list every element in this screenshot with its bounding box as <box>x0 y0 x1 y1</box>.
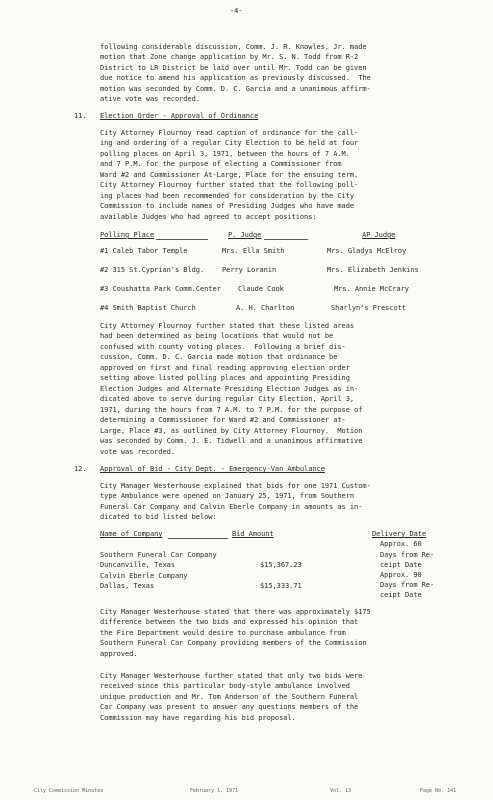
table-header: P. Judge <box>228 231 262 239</box>
text-line: ing places had been recommended for consideration by the City <box>100 192 355 200</box>
footer-text: Page No. 141 <box>420 788 457 794</box>
section-title: Approval of Bid - City Dept. - Emergency-Van Ambulance <box>100 465 325 473</box>
text-line: motion was seconded by Comm. D. C. Garcia and a unanimous affirm- <box>100 85 371 93</box>
section-number: 12. <box>74 465 87 473</box>
text-line: unique production and Mr. Tom Anderson of the Southern Funeral <box>100 693 359 701</box>
text-line: District to LR District be laid over until Mr. Todd can be given <box>100 64 367 72</box>
header-rule <box>264 239 308 240</box>
text-line: 1971, during the hours from 7 A.M. to 7 P.M. for the purpose of <box>100 406 363 414</box>
header-rule <box>168 538 228 539</box>
table-header: Bid Amount <box>232 530 274 538</box>
text-line: Southern Funeral Car Company providing members of the Commission <box>100 639 367 647</box>
text-line: setting above listed polling places and appointing Presiding <box>100 374 350 382</box>
footer-text: February 1, 1971 <box>190 788 239 794</box>
text-line: confused with county voting places. Following a brief dis- <box>100 343 346 351</box>
text-line: ative vote was recorded. <box>100 95 200 103</box>
table-cell: ceipt Date <box>380 561 422 569</box>
table-cell: #4 Smith Baptist Church <box>100 304 196 312</box>
text-line: polling places on April 3, 1971, between the hours of 7 A.M. <box>100 150 350 158</box>
text-line: City Attorney Flournoy read caption of ordinance for the call- <box>100 129 359 137</box>
text-line: approved. <box>100 650 138 658</box>
table-cell: Mrs. Gladys McElroy <box>327 247 407 255</box>
text-line: Funeral Car Company and Calvin Eberle Company in amounts as in- <box>100 503 363 511</box>
text-line: City Attorney Flournoy further stated that these listed areas <box>100 322 355 330</box>
table-cell: #2 315 St.Cyprian's Bldg. <box>100 266 205 274</box>
text-line: due notice to amend his application as previously discussed. The <box>100 74 371 82</box>
text-line: City Manager Westerhouse explained that bids for one 1971 Custom- <box>100 482 371 490</box>
text-line: and 7 P.M. for the purpose of electing a Commissioner from <box>100 160 342 168</box>
table-cell: Calvin Eberle Company <box>100 572 188 580</box>
text-line: following considerable discussion, Comm. J. R. Knowles, Jr. made <box>100 43 367 51</box>
text-line: ing and ordering of a regular City Election to be held at four <box>100 139 359 147</box>
table-cell: Mrs. Annie McCrary <box>334 285 409 293</box>
table-cell: #3 Coushatta Park Comm.Center <box>100 285 221 293</box>
table-header: Polling Place <box>100 231 155 239</box>
section-title: Election Order - Approval of Ordinance <box>100 112 259 120</box>
text-line: Election Judges and Alternate Presiding Election Judges as in- <box>100 385 359 393</box>
text-line: City Attorney Flournoy further stated that the following poll- <box>100 181 359 189</box>
table-cell: Approx. 90 <box>380 571 422 579</box>
section-number: 11. <box>74 112 87 120</box>
table-cell: Days from Re- <box>380 581 435 589</box>
table-cell: Sharlyn's Prescott <box>331 304 406 312</box>
text-line: dicated above to serve during regular City Election, April 3, <box>100 395 355 403</box>
text-line: available Judges who had agreed to accept positions: <box>100 213 317 221</box>
table-cell: Mrs. Elizabeth Jenkins <box>327 266 419 274</box>
table-cell: Perry Loranin <box>222 266 277 274</box>
table-cell: #1 Caleb Tabor Temple <box>100 247 188 255</box>
text-line: motion that Zone change application by Mr. S. N. Todd from R-2 <box>100 53 359 61</box>
text-line: received since this particular body-style ambulance involved <box>100 682 350 690</box>
text-line: had been determined as being locations that would not be <box>100 332 334 340</box>
text-line: City Manager Westerhouse stated that there was approximately $175 <box>100 608 371 616</box>
text-line: cussion, Comm. D. C. Garcia made motion that ordinance be <box>100 353 338 361</box>
text-line: type Ambulance were opened on January 25, 1971, from Southern <box>100 492 355 500</box>
table-header: Delivery Date <box>372 530 427 538</box>
table-cell: A. H. Charlton <box>236 304 295 312</box>
table-cell: Duncanville, Texas <box>100 561 175 569</box>
text-line: determining a Commissioner for Ward #2 and Commissioner at- <box>100 416 346 424</box>
table-cell: ceipt Date <box>380 591 422 599</box>
text-line: the Fire Department would desire to purchase ambulance from <box>100 629 346 637</box>
text-line: Commission may have regarding his bid proposal. <box>100 714 296 722</box>
table-cell: Days from Re- <box>380 551 435 559</box>
table-cell: Mrs. Ella Smith <box>222 247 285 255</box>
page-number: -4- <box>230 7 243 15</box>
table-cell: Claude Cook <box>238 285 284 293</box>
text-line: City Manager Westerhouse further stated that only two bids were <box>100 672 363 680</box>
text-line: Large, Place #3, as outlined by City Attorney Flournoy. Motion <box>100 427 363 435</box>
table-cell: Approx. 60 <box>380 540 422 548</box>
footer-text: Vol. 13 <box>330 788 352 794</box>
text-line: Ward #2 and Commissioner At-Large, Place for the ensuing term. <box>100 171 359 179</box>
table-header: AP Judge <box>362 231 396 239</box>
header-rule <box>156 239 208 240</box>
text-line: difference between the two bids and expressed his opinion that <box>100 618 359 626</box>
text-line: approved on first and final reading approving election order <box>100 364 350 372</box>
footer-text: City Commission Minutes <box>34 788 104 794</box>
table-cell: Southern Funeral Car Company <box>100 551 217 559</box>
table-cell: $15,367.23 <box>260 561 302 569</box>
text-line: vote was recorded. <box>100 448 175 456</box>
text-line: Car Company was present to answer any questions members of the <box>100 703 359 711</box>
text-line: was seconded by Comm. J. E. Tidwell and a unanimous affirmative <box>100 437 363 445</box>
table-cell: Dallas, Texas <box>100 582 155 590</box>
table-header: Name of Company <box>100 530 163 538</box>
text-line: Commission to include names of Presiding Judges who have made <box>100 202 355 210</box>
text-line: dicated to bid listed below: <box>100 513 217 521</box>
table-cell: $15,333.71 <box>260 582 302 590</box>
